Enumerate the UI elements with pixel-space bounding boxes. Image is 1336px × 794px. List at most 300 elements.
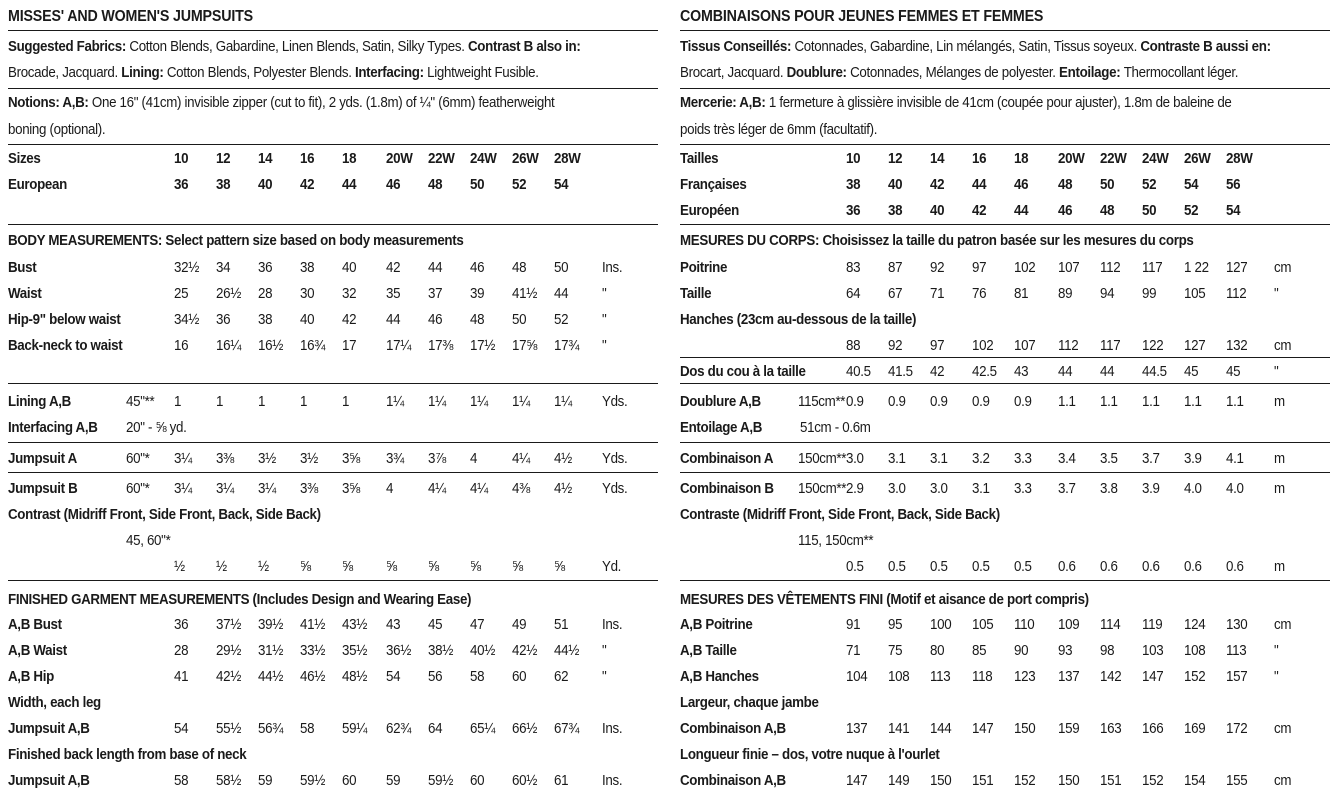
size-value: 48 — [512, 260, 527, 276]
size-value: 40 — [888, 177, 903, 193]
size-value: 4½ — [554, 451, 572, 467]
size-value: ⅝ — [512, 559, 523, 575]
size-value: 102 — [972, 338, 994, 354]
size-value: 3¼ — [258, 481, 276, 497]
size-value: 43½ — [342, 617, 367, 633]
size-value: 3.0 — [846, 451, 864, 467]
size-value: 40 — [258, 177, 273, 193]
size-value: 122 — [1142, 338, 1164, 354]
rule-divider — [8, 144, 658, 145]
size-value: 34½ — [174, 312, 199, 328]
size-value: 118 — [972, 669, 993, 685]
fabrics-line-segment: Lightweight Fusible. — [427, 65, 539, 81]
size-value: 112 — [1058, 338, 1079, 354]
row-label: Jumpsuit A — [8, 451, 77, 467]
size-value: 42 — [342, 312, 357, 328]
unit-label: " — [1274, 669, 1279, 685]
size-value: 4⅜ — [512, 481, 530, 497]
size-value: 147 — [846, 773, 868, 789]
size-value: 4¼ — [512, 451, 530, 467]
row-label: Jumpsuit A,B — [8, 721, 90, 737]
size-value: 117 — [1100, 338, 1121, 354]
back-length-label: Longueur finie – dos, votre nuque à l'ourlet — [680, 747, 940, 763]
row-label: A,B Poitrine — [680, 617, 753, 633]
size-value: 137 — [1058, 669, 1080, 685]
size-value: 3½ — [300, 451, 318, 467]
size-value: 59½ — [428, 773, 453, 789]
size-value: 35 — [386, 286, 401, 302]
size-value: 89 — [1058, 286, 1073, 302]
notions-line — [8, 121, 105, 139]
fabrics-line-segment: Cotonnades, Gabardine, Lin mélangés, Satin, Tissus soyeux. — [794, 39, 1141, 55]
size-value: 62 — [554, 669, 569, 685]
fabrics-line-segment: Cotton Blends, Polyester Blends. — [166, 65, 355, 81]
size-value: 52 — [554, 312, 569, 328]
size-value: 35½ — [342, 643, 367, 659]
size-value: 50 — [1100, 177, 1115, 193]
size-value: 3.9 — [1184, 451, 1202, 467]
size-value: 44½ — [554, 643, 579, 659]
fabric-width: 150cm** — [798, 481, 847, 497]
fabrics-line — [680, 64, 1238, 82]
size-value: 104 — [846, 669, 868, 685]
size-value: 91 — [846, 617, 861, 633]
size-value: 36 — [258, 260, 273, 276]
row-label: A,B Hip — [8, 669, 54, 685]
size-value: 123 — [1014, 669, 1036, 685]
size-value: 3.1 — [972, 481, 990, 497]
size-value: 39 — [470, 286, 485, 302]
size-value: 117 — [1142, 260, 1163, 276]
size-value: 54 — [1226, 203, 1241, 219]
size-value: 3.1 — [888, 451, 906, 467]
section-title: COMBINAISONS POUR JEUNES FEMMES ET FEMMES — [680, 8, 1044, 25]
size-value: 18 — [1014, 151, 1029, 167]
fabrics-line-segment: Interfacing: — [354, 65, 428, 81]
size-value: 52 — [1184, 203, 1199, 219]
size-value: 1.1 — [1184, 394, 1202, 410]
size-value: 17¾ — [554, 338, 579, 354]
size-value: 59 — [258, 773, 273, 789]
rule-divider — [8, 442, 658, 443]
fabrics-line-segment: Brocade, Jacquard. — [8, 65, 122, 81]
size-value: 98 — [1100, 643, 1115, 659]
width-label: Largeur, chaque jambe — [680, 695, 819, 711]
size-value: 0.5 — [972, 559, 990, 575]
size-value: 4.0 — [1184, 481, 1202, 497]
size-value: 90 — [1014, 643, 1029, 659]
size-value: 44.5 — [1142, 364, 1167, 380]
size-value: 40 — [342, 260, 357, 276]
unit-label: Ins. — [602, 721, 623, 737]
size-value: 51 — [554, 617, 569, 633]
size-value: 3.1 — [930, 451, 948, 467]
size-value: 46 — [1058, 203, 1073, 219]
interfacing-label: Entoilage A,B — [680, 420, 763, 436]
size-value: 20W — [386, 151, 413, 167]
unit-label: Yds. — [602, 481, 628, 497]
unit-label: " — [602, 312, 607, 328]
size-value: 54 — [386, 669, 401, 685]
size-value: 92 — [930, 260, 945, 276]
size-value: 127 — [1184, 338, 1206, 354]
size-value: 33½ — [300, 643, 325, 659]
size-value: 61 — [554, 773, 569, 789]
size-value: 94 — [1100, 286, 1115, 302]
row-label: A,B Bust — [8, 617, 62, 633]
unit-label: " — [1274, 643, 1279, 659]
size-value: 147 — [972, 721, 994, 737]
size-value: 0.9 — [888, 394, 906, 410]
fabrics-line-segment: Suggested Fabrics: — [8, 39, 130, 55]
size-value: 3.0 — [930, 481, 948, 497]
size-value: 22W — [428, 151, 455, 167]
finished-heading: FINISHED GARMENT MEASUREMENTS (Includes Design and Wearing Ease) — [8, 592, 472, 608]
size-value: 28 — [174, 643, 189, 659]
size-value: 1 22 — [1184, 260, 1209, 276]
size-value: 41½ — [512, 286, 537, 302]
size-value: 144 — [930, 721, 952, 737]
size-value: 1¼ — [554, 394, 572, 410]
size-value: 151 — [972, 773, 994, 789]
size-value: ⅝ — [554, 559, 565, 575]
row-label: Jumpsuit A,B — [8, 773, 90, 789]
size-value: 29½ — [216, 643, 241, 659]
unit-label: m — [1274, 559, 1285, 575]
size-value: 44 — [386, 312, 401, 328]
size-value: 1¼ — [386, 394, 404, 410]
rule-divider — [680, 383, 1330, 384]
row-label: Jumpsuit B — [8, 481, 78, 497]
unit-label: cm — [1274, 617, 1292, 633]
size-value: 38 — [300, 260, 315, 276]
fabrics-line-segment: Contrast B also in: — [467, 39, 581, 55]
interfacing-text: 51cm - 0.6m — [800, 420, 871, 436]
size-value: 10 — [174, 151, 189, 167]
size-value: 108 — [1184, 643, 1206, 659]
size-value: 93 — [1058, 643, 1073, 659]
size-value: 99 — [1142, 286, 1157, 302]
size-value: 12 — [216, 151, 231, 167]
section-title: MISSES' AND WOMEN'S JUMPSUITS — [8, 8, 253, 25]
rule-divider — [680, 88, 1330, 89]
contrast-label: Contrast (Midriff Front, Side Front, Back, Side Back) — [8, 507, 321, 523]
size-value: 31½ — [258, 643, 283, 659]
size-value: 4¼ — [470, 481, 488, 497]
size-value: 47 — [470, 617, 485, 633]
fabric-width: 150cm** — [798, 451, 847, 467]
back-length-label: Finished back length from base of neck — [8, 747, 247, 763]
size-value: 3.5 — [1100, 451, 1118, 467]
size-value: 3⅝ — [342, 451, 360, 467]
size-value: 151 — [1100, 773, 1122, 789]
size-value: 44 — [554, 286, 569, 302]
size-value: 3¼ — [174, 451, 192, 467]
size-value: 50 — [1142, 203, 1157, 219]
size-value: 0.5 — [846, 559, 864, 575]
rule-divider — [8, 580, 658, 581]
row-label: Tailles — [680, 151, 719, 167]
rule-divider — [8, 30, 658, 31]
size-value: 32½ — [174, 260, 199, 276]
english-column — [8, 0, 668, 794]
row-label: Européen — [680, 203, 739, 219]
row-label: Combinaison A — [680, 451, 774, 467]
size-value: 124 — [1184, 617, 1206, 633]
size-value: 54 — [554, 177, 569, 193]
size-value: 95 — [888, 617, 903, 633]
unit-label: " — [602, 286, 607, 302]
unit-label: cm — [1274, 773, 1292, 789]
unit-label: Ins. — [602, 260, 623, 276]
unit-label: Yd. — [602, 559, 622, 575]
rule-divider — [680, 224, 1330, 225]
size-value: 3¼ — [216, 481, 234, 497]
fabrics-line-segment: Tissus Conseillés: — [680, 39, 795, 55]
size-value: 3⅜ — [300, 481, 318, 497]
size-value: 42 — [300, 177, 315, 193]
size-value: 113 — [930, 669, 951, 685]
fabric-width: 45"** — [126, 394, 155, 410]
size-value: 37½ — [216, 617, 241, 633]
size-value: 17½ — [470, 338, 495, 354]
width-label: Width, each leg — [8, 695, 101, 711]
size-value: 28W — [554, 151, 581, 167]
size-value: 107 — [1014, 338, 1036, 354]
size-value: 24W — [1142, 151, 1169, 167]
rule-divider — [680, 144, 1330, 145]
size-value: 41.5 — [888, 364, 913, 380]
size-value: 44 — [342, 177, 357, 193]
size-value: 4¼ — [428, 481, 446, 497]
size-value: 48 — [428, 177, 443, 193]
size-value: 38½ — [428, 643, 453, 659]
size-value: 147 — [1142, 669, 1164, 685]
french-column — [680, 0, 1330, 794]
size-value: ⅝ — [386, 559, 397, 575]
notions-line — [680, 94, 1232, 112]
size-value: 107 — [1058, 260, 1080, 276]
size-value: 16 — [300, 151, 315, 167]
size-value: 3½ — [258, 451, 276, 467]
size-value: 2.9 — [846, 481, 864, 497]
size-value: 44 — [428, 260, 443, 276]
size-value: 163 — [1100, 721, 1122, 737]
size-value: 44 — [1100, 364, 1115, 380]
size-value: 58 — [174, 773, 189, 789]
row-label: Combinaison A,B — [680, 773, 786, 789]
size-value: 3⅝ — [342, 481, 360, 497]
unit-label: cm — [1274, 338, 1292, 354]
size-value: 36½ — [386, 643, 411, 659]
size-value: 1.1 — [1226, 394, 1244, 410]
size-value: 48 — [1058, 177, 1073, 193]
size-value: 48 — [470, 312, 485, 328]
size-value: 38 — [258, 312, 273, 328]
contrast-width: 45, 60"* — [126, 533, 171, 549]
size-value: 30 — [300, 286, 315, 302]
size-value: 43 — [1014, 364, 1029, 380]
unit-label: " — [602, 669, 607, 685]
size-value: 108 — [888, 669, 910, 685]
size-value: 3.8 — [1100, 481, 1118, 497]
size-value: 28W — [1226, 151, 1253, 167]
size-value: 71 — [930, 286, 945, 302]
size-value: 3.0 — [888, 481, 906, 497]
size-value: 48 — [1100, 203, 1115, 219]
size-value: 36 — [174, 177, 189, 193]
size-value: 3.9 — [1142, 481, 1160, 497]
size-value: 58½ — [216, 773, 241, 789]
size-value: 16 — [972, 151, 987, 167]
size-value: 1 — [342, 394, 350, 410]
notions-line — [8, 94, 554, 112]
size-value: 0.6 — [1142, 559, 1160, 575]
size-value: 0.5 — [888, 559, 906, 575]
size-value: 65¼ — [470, 721, 495, 737]
size-value: 26½ — [216, 286, 241, 302]
notions-line — [680, 121, 877, 139]
size-value: 45 — [428, 617, 443, 633]
size-value: 88 — [846, 338, 861, 354]
size-value: 154 — [1184, 773, 1206, 789]
size-value: 150 — [930, 773, 952, 789]
size-value: 40½ — [470, 643, 495, 659]
size-value: 112 — [1226, 286, 1247, 302]
size-value: 119 — [1142, 617, 1163, 633]
size-value: 75 — [888, 643, 903, 659]
size-value: 1 — [258, 394, 266, 410]
size-value: 41 — [174, 669, 189, 685]
size-value: 44 — [972, 177, 987, 193]
size-value: 26W — [1184, 151, 1211, 167]
size-value: 50 — [554, 260, 569, 276]
rule-divider — [680, 357, 1330, 358]
size-value: 39½ — [258, 617, 283, 633]
size-value: 36 — [846, 203, 861, 219]
size-value: 16¾ — [300, 338, 325, 354]
size-value: 62¾ — [386, 721, 411, 737]
size-value: ⅝ — [428, 559, 439, 575]
size-value: 4 — [470, 451, 478, 467]
size-value: 150 — [1014, 721, 1036, 737]
size-value: 40.5 — [846, 364, 871, 380]
unit-label: " — [1274, 286, 1279, 302]
size-value: 152 — [1184, 669, 1206, 685]
size-value: 109 — [1058, 617, 1080, 633]
size-value: 81 — [1014, 286, 1029, 302]
unit-label: " — [1274, 364, 1279, 380]
size-value: 60½ — [512, 773, 537, 789]
size-value: 1 — [216, 394, 224, 410]
size-value: 3¾ — [386, 451, 404, 467]
size-value: 3⅞ — [428, 451, 446, 467]
notions-line-segment: One 16" (41cm) invisible zipper (cut to fit), 2 yds. (1.8m) of ¼" (6mm) featherweight — [91, 95, 555, 111]
size-value: 59 — [386, 773, 401, 789]
row-label: Bust — [8, 260, 37, 276]
row-label: European — [8, 177, 67, 193]
size-value: 37 — [428, 286, 443, 302]
size-value: 142 — [1100, 669, 1122, 685]
unit-label: Ins. — [602, 773, 623, 789]
size-value: 0.9 — [846, 394, 864, 410]
size-value: 26W — [512, 151, 539, 167]
size-value: 0.6 — [1058, 559, 1076, 575]
size-value: 42.5 — [972, 364, 997, 380]
size-value: 60 — [512, 669, 527, 685]
size-value: 3⅜ — [216, 451, 234, 467]
size-value: 1.1 — [1142, 394, 1160, 410]
size-value: 40 — [300, 312, 315, 328]
size-value: 44 — [1014, 203, 1029, 219]
size-value: 3.3 — [1014, 451, 1032, 467]
row-label: Taille — [680, 286, 712, 302]
size-value: 97 — [972, 260, 987, 276]
size-value: 49 — [512, 617, 527, 633]
size-value: 4 — [386, 481, 394, 497]
row-label: Lining A,B — [8, 394, 71, 410]
row-label: Dos du cou à la taille — [680, 364, 806, 380]
size-value: 1.1 — [1058, 394, 1076, 410]
rule-divider — [8, 88, 658, 89]
size-value: 54 — [1184, 177, 1199, 193]
size-value: 28 — [258, 286, 273, 302]
contrast-width: 115, 150cm** — [798, 533, 874, 549]
rule-divider — [8, 224, 658, 225]
size-value: 59½ — [300, 773, 325, 789]
size-value: 60 — [342, 773, 357, 789]
size-value: 14 — [930, 151, 945, 167]
size-value: 1.1 — [1100, 394, 1118, 410]
size-value: 3.7 — [1142, 451, 1160, 467]
fabrics-line-segment: Doublure: — [786, 65, 851, 81]
fabrics-line-segment: Brocart, Jacquard. — [680, 65, 787, 81]
size-value: 169 — [1184, 721, 1206, 737]
size-value: 64 — [846, 286, 861, 302]
size-value: 127 — [1226, 260, 1248, 276]
unit-label: m — [1274, 481, 1285, 497]
fabrics-line-segment: Cotonnades, Mélanges de polyester. — [850, 65, 1060, 81]
size-value: 52 — [512, 177, 527, 193]
size-value: 10 — [846, 151, 861, 167]
size-value: 44 — [1058, 364, 1073, 380]
size-value: 157 — [1226, 669, 1248, 685]
size-value: 50 — [470, 177, 485, 193]
size-value: 155 — [1226, 773, 1248, 789]
notions-line-segment: Notions: A,B: — [8, 95, 92, 111]
size-value: 105 — [1184, 286, 1206, 302]
size-value: 58 — [300, 721, 315, 737]
size-value: 22W — [1100, 151, 1127, 167]
size-value: 64 — [428, 721, 443, 737]
row-label: A,B Taille — [680, 643, 737, 659]
size-value: 130 — [1226, 617, 1248, 633]
size-value: 42 — [930, 364, 945, 380]
size-value: 112 — [1100, 260, 1121, 276]
size-value: 110 — [1014, 617, 1035, 633]
contrast-label: Contraste (Midriff Front, Side Front, Back, Side Back) — [680, 507, 1000, 523]
size-value: 42½ — [512, 643, 537, 659]
size-value: 1 — [174, 394, 182, 410]
size-value: 16 — [174, 338, 189, 354]
fabric-width: 60"* — [126, 451, 150, 467]
size-value: 3.4 — [1058, 451, 1076, 467]
size-value: ½ — [258, 559, 269, 575]
fabrics-line — [680, 38, 1271, 56]
size-value: 56 — [428, 669, 443, 685]
size-value: 103 — [1142, 643, 1164, 659]
notions-line-segment: 1 fermeture à glissière invisible de 41cm (coupée pour ajuster), 1.8m de baleine de — [768, 95, 1232, 111]
